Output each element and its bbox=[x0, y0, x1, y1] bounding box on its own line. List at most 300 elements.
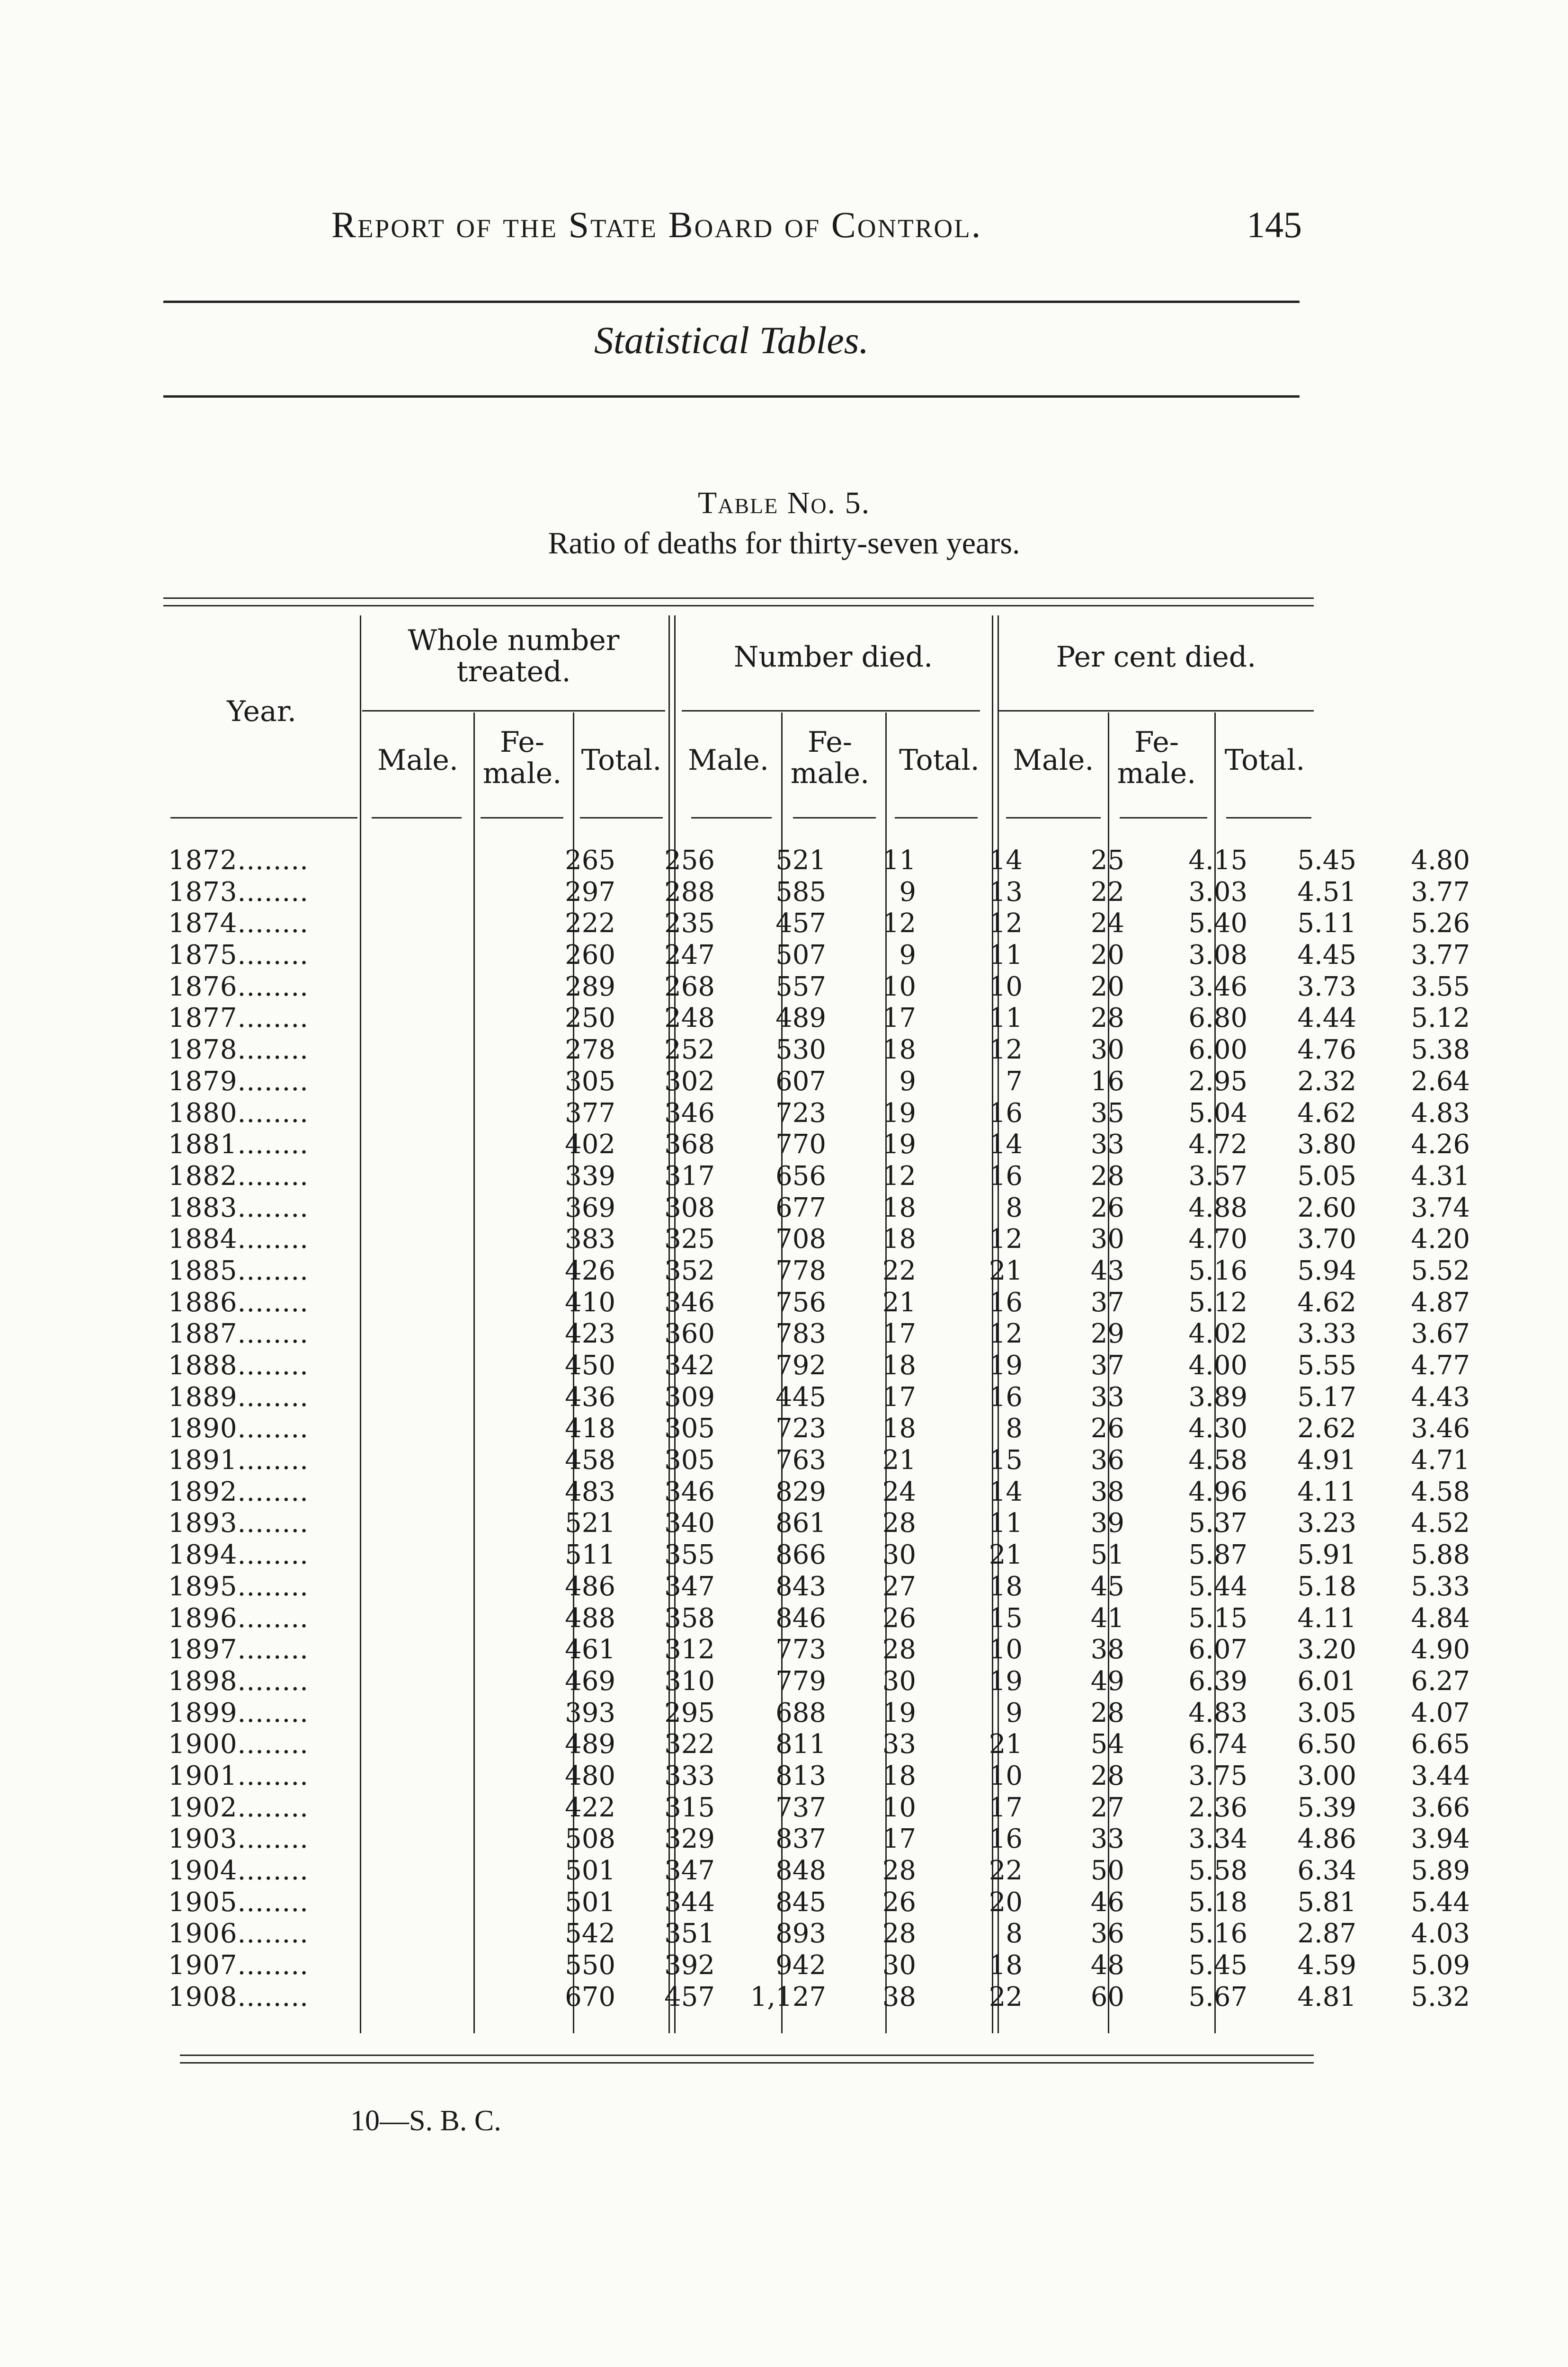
cell-pct-male: 6.80 bbox=[1188, 1003, 1247, 1034]
year-header-rule bbox=[170, 817, 357, 819]
table-row bbox=[163, 1950, 1470, 1982]
table-row bbox=[163, 1445, 1470, 1477]
cell-treated-total: 861 bbox=[775, 1508, 826, 1539]
cell-pct-total: 5.33 bbox=[1411, 1571, 1470, 1602]
cell-treated-total: 813 bbox=[775, 1760, 826, 1791]
cell-died-male: 30 bbox=[882, 1665, 916, 1697]
cell-treated-total: 756 bbox=[775, 1287, 826, 1318]
cell-died-female: 9 bbox=[1006, 1697, 1023, 1728]
cell-treated-total: 677 bbox=[775, 1192, 826, 1223]
cell-pct-male: 4.30 bbox=[1188, 1413, 1247, 1444]
cell-treated-total: 457 bbox=[775, 908, 826, 939]
cell-pct-female: 2.32 bbox=[1297, 1066, 1356, 1097]
cell-pct-male: 5.37 bbox=[1188, 1508, 1247, 1539]
cell-treated-total: 843 bbox=[775, 1571, 826, 1602]
cell-died-male: 30 bbox=[882, 1539, 916, 1571]
cell-died-male: 17 bbox=[882, 1381, 916, 1413]
cell-died-total: 36 bbox=[1090, 1445, 1124, 1476]
cell-pct-female: 6.01 bbox=[1297, 1665, 1356, 1697]
table-row bbox=[163, 1886, 1470, 1919]
cell-pct-female: 2.62 bbox=[1297, 1413, 1356, 1444]
cell-died-total: 60 bbox=[1090, 1981, 1124, 2012]
cell-year: 1901........ bbox=[168, 1760, 309, 1791]
table-bottom-rule-1 bbox=[180, 2055, 1314, 2056]
page-number: 145 bbox=[1247, 204, 1302, 245]
cell-treated-male: 458 bbox=[565, 1445, 615, 1476]
cell-died-male: 19 bbox=[882, 1129, 916, 1160]
header-pct-male: Male. bbox=[1013, 744, 1094, 777]
cell-treated-male: 469 bbox=[565, 1665, 615, 1697]
cell-died-female: 8 bbox=[1006, 1192, 1023, 1223]
cell-died-total: 30 bbox=[1090, 1224, 1124, 1255]
header-rule-4 bbox=[691, 817, 772, 819]
table-row bbox=[163, 1634, 1470, 1666]
cell-died-male: 26 bbox=[882, 1602, 916, 1634]
cell-treated-female: 346 bbox=[664, 1097, 715, 1129]
table-row bbox=[163, 1066, 1470, 1098]
cell-pct-male: 5.45 bbox=[1188, 1950, 1247, 1981]
cell-died-male: 9 bbox=[899, 940, 916, 971]
cell-died-female: 15 bbox=[989, 1602, 1023, 1634]
table-row bbox=[163, 1729, 1470, 1761]
cell-died-male: 28 bbox=[882, 1634, 916, 1665]
cell-died-female: 12 bbox=[989, 1034, 1023, 1066]
cell-died-male: 9 bbox=[899, 876, 916, 908]
cell-treated-female: 358 bbox=[664, 1602, 715, 1634]
cell-treated-female: 322 bbox=[664, 1729, 715, 1760]
cell-pct-male: 5.15 bbox=[1188, 1602, 1247, 1634]
cell-pct-female: 4.11 bbox=[1297, 1602, 1356, 1634]
cell-treated-female: 288 bbox=[664, 876, 715, 908]
cell-treated-total: 530 bbox=[775, 1034, 826, 1066]
cell-treated-total: 489 bbox=[775, 1003, 826, 1034]
table-row bbox=[163, 940, 1470, 971]
cell-treated-total: 656 bbox=[775, 1160, 826, 1192]
table-row bbox=[163, 1571, 1470, 1603]
cell-pct-female: 3.00 bbox=[1297, 1760, 1356, 1791]
cell-pct-female: 4.91 bbox=[1297, 1445, 1356, 1476]
cell-died-female: 19 bbox=[989, 1665, 1023, 1697]
cell-treated-total: 723 bbox=[775, 1413, 826, 1444]
cell-treated-male: 423 bbox=[565, 1318, 615, 1350]
cell-died-male: 18 bbox=[882, 1224, 916, 1255]
cell-treated-male: 369 bbox=[565, 1192, 615, 1223]
cell-died-male: 24 bbox=[882, 1476, 916, 1507]
cell-pct-male: 5.40 bbox=[1188, 908, 1247, 939]
cell-pct-female: 4.51 bbox=[1297, 876, 1356, 908]
cell-treated-female: 355 bbox=[664, 1539, 715, 1571]
cell-treated-total: 763 bbox=[775, 1445, 826, 1476]
cell-died-male: 18 bbox=[882, 1413, 916, 1444]
cell-died-female: 22 bbox=[989, 1981, 1023, 2012]
cell-died-female: 12 bbox=[989, 1224, 1023, 1255]
cell-pct-male: 4.96 bbox=[1188, 1476, 1247, 1507]
table-row bbox=[163, 1981, 1470, 2013]
cell-pct-male: 2.36 bbox=[1188, 1792, 1247, 1823]
table-row bbox=[163, 1003, 1470, 1034]
cell-died-male: 21 bbox=[882, 1445, 916, 1476]
table-row bbox=[163, 1097, 1470, 1130]
section-rule bbox=[163, 395, 1300, 398]
table-row bbox=[163, 1539, 1470, 1571]
cell-died-female: 16 bbox=[989, 1160, 1023, 1192]
cell-treated-female: 256 bbox=[664, 845, 715, 876]
cell-died-total: 50 bbox=[1090, 1855, 1124, 1886]
cell-died-total: 26 bbox=[1090, 1192, 1124, 1223]
cell-year: 1903........ bbox=[168, 1824, 309, 1855]
cell-pct-total: 4.52 bbox=[1411, 1508, 1470, 1539]
cell-treated-total: 770 bbox=[775, 1129, 826, 1160]
cell-died-total: 37 bbox=[1090, 1350, 1124, 1381]
cell-died-male: 18 bbox=[882, 1192, 916, 1223]
cell-died-female: 18 bbox=[989, 1950, 1023, 1981]
cell-died-female: 12 bbox=[989, 1318, 1023, 1350]
cell-year: 1895........ bbox=[168, 1571, 309, 1602]
cell-pct-total: 4.87 bbox=[1411, 1287, 1470, 1318]
cell-pct-female: 4.11 bbox=[1297, 1476, 1356, 1507]
cell-pct-total: 3.77 bbox=[1411, 940, 1470, 971]
cell-died-total: 20 bbox=[1090, 940, 1124, 971]
cell-died-male: 17 bbox=[882, 1824, 916, 1855]
cell-died-female: 10 bbox=[989, 971, 1023, 1002]
cell-died-total: 41 bbox=[1090, 1602, 1124, 1634]
cell-treated-total: 845 bbox=[775, 1886, 826, 1918]
cell-died-male: 17 bbox=[882, 1003, 916, 1034]
cell-pct-total: 3.94 bbox=[1411, 1824, 1470, 1855]
cell-year: 1885........ bbox=[168, 1255, 309, 1286]
header-year: Year. bbox=[227, 695, 296, 728]
cell-treated-male: 426 bbox=[565, 1255, 615, 1286]
cell-died-male: 19 bbox=[882, 1697, 916, 1728]
cell-died-female: 21 bbox=[989, 1539, 1023, 1571]
cell-pct-female: 3.80 bbox=[1297, 1129, 1356, 1160]
cell-treated-male: 377 bbox=[565, 1097, 615, 1129]
cell-died-total: 43 bbox=[1090, 1255, 1124, 1286]
cell-died-female: 10 bbox=[989, 1760, 1023, 1791]
cell-died-total: 28 bbox=[1090, 1003, 1124, 1034]
cell-year: 1889........ bbox=[168, 1381, 309, 1413]
cell-died-female: 14 bbox=[989, 1129, 1023, 1160]
cell-pct-male: 4.15 bbox=[1188, 845, 1247, 876]
cell-died-female: 15 bbox=[989, 1445, 1023, 1476]
cell-died-female: 21 bbox=[989, 1255, 1023, 1286]
header-rule-9 bbox=[1226, 817, 1311, 819]
table-row bbox=[163, 1476, 1470, 1508]
cell-treated-male: 260 bbox=[565, 940, 615, 971]
cell-year: 1874........ bbox=[168, 908, 309, 939]
cell-pct-male: 4.70 bbox=[1188, 1224, 1247, 1255]
cell-died-total: 37 bbox=[1090, 1287, 1124, 1318]
cell-died-male: 38 bbox=[882, 1981, 916, 2012]
header-rule-7 bbox=[1006, 817, 1101, 819]
cell-year: 1907........ bbox=[168, 1950, 309, 1981]
cell-died-female: 11 bbox=[989, 1508, 1023, 1539]
cell-treated-male: 422 bbox=[565, 1792, 615, 1823]
cell-pct-female: 5.11 bbox=[1297, 908, 1356, 939]
cell-treated-male: 501 bbox=[565, 1855, 615, 1886]
cell-treated-female: 333 bbox=[664, 1760, 715, 1791]
cell-year: 1900........ bbox=[168, 1729, 309, 1760]
header-treated-male: Male. bbox=[377, 744, 458, 777]
cell-year: 1881........ bbox=[168, 1129, 309, 1160]
cell-treated-male: 486 bbox=[565, 1571, 615, 1602]
cell-pct-total: 5.44 bbox=[1411, 1886, 1470, 1918]
footer-signature: 10—S. B. C. bbox=[350, 2105, 501, 2137]
cell-pct-male: 4.58 bbox=[1188, 1445, 1247, 1476]
cell-pct-male: 5.04 bbox=[1188, 1097, 1247, 1129]
cell-treated-female: 360 bbox=[664, 1318, 715, 1350]
cell-pct-female: 6.50 bbox=[1297, 1729, 1356, 1760]
cell-treated-male: 670 bbox=[565, 1981, 615, 2012]
cell-treated-total: 1,127 bbox=[750, 1981, 826, 2012]
cell-pct-male: 3.03 bbox=[1188, 876, 1247, 908]
cell-year: 1904........ bbox=[168, 1855, 309, 1886]
table-row bbox=[163, 1792, 1470, 1824]
cell-pct-total: 4.20 bbox=[1411, 1224, 1470, 1255]
cell-year: 1899........ bbox=[168, 1697, 309, 1728]
cell-pct-male: 3.75 bbox=[1188, 1760, 1247, 1791]
cell-pct-total: 4.58 bbox=[1411, 1476, 1470, 1507]
cell-died-male: 18 bbox=[882, 1350, 916, 1381]
header-rule-6 bbox=[895, 817, 978, 819]
cell-treated-total: 846 bbox=[775, 1602, 826, 1634]
cell-pct-female: 5.18 bbox=[1297, 1571, 1356, 1602]
cell-pct-total: 5.88 bbox=[1411, 1539, 1470, 1571]
header-number-died: Number died. bbox=[733, 641, 933, 674]
cell-pct-female: 5.81 bbox=[1297, 1886, 1356, 1918]
cell-died-total: 45 bbox=[1090, 1571, 1124, 1602]
cell-treated-female: 352 bbox=[664, 1255, 715, 1286]
cell-died-male: 12 bbox=[882, 908, 916, 939]
cell-pct-total: 5.52 bbox=[1411, 1255, 1470, 1286]
cell-died-female: 22 bbox=[989, 1855, 1023, 1886]
cell-died-total: 36 bbox=[1090, 1918, 1124, 1949]
cell-died-total: 20 bbox=[1090, 971, 1124, 1002]
cell-died-male: 19 bbox=[882, 1097, 916, 1129]
cell-pct-female: 4.62 bbox=[1297, 1097, 1356, 1129]
table-row bbox=[163, 1255, 1470, 1287]
cell-pct-male: 3.08 bbox=[1188, 940, 1247, 971]
cell-pct-female: 3.33 bbox=[1297, 1318, 1356, 1350]
cell-treated-total: 792 bbox=[775, 1350, 826, 1381]
table-row bbox=[163, 1697, 1470, 1729]
cell-treated-female: 392 bbox=[664, 1950, 715, 1981]
cell-year: 1892........ bbox=[168, 1476, 309, 1507]
cell-pct-total: 3.55 bbox=[1411, 971, 1470, 1002]
cell-pct-total: 4.26 bbox=[1411, 1129, 1470, 1160]
cell-died-male: 11 bbox=[882, 845, 916, 876]
cell-pct-female: 3.23 bbox=[1297, 1508, 1356, 1539]
cell-pct-female: 2.60 bbox=[1297, 1192, 1356, 1223]
cell-pct-total: 6.27 bbox=[1411, 1665, 1470, 1697]
cell-pct-total: 5.26 bbox=[1411, 908, 1470, 939]
table-row bbox=[163, 1918, 1470, 1950]
cell-pct-male: 4.88 bbox=[1188, 1192, 1247, 1223]
cell-year: 1890........ bbox=[168, 1413, 309, 1444]
table-row bbox=[163, 1602, 1470, 1635]
cell-treated-total: 521 bbox=[775, 845, 826, 876]
cell-died-male: 22 bbox=[882, 1255, 916, 1286]
cell-died-female: 21 bbox=[989, 1729, 1023, 1760]
cell-pct-total: 5.38 bbox=[1411, 1034, 1470, 1066]
cell-treated-female: 347 bbox=[664, 1571, 715, 1602]
cell-died-female: 8 bbox=[1006, 1918, 1023, 1949]
cell-treated-male: 222 bbox=[565, 908, 615, 939]
table-row bbox=[163, 1665, 1470, 1698]
header-rule-1 bbox=[372, 817, 462, 819]
cell-pct-male: 3.46 bbox=[1188, 971, 1247, 1002]
cell-year: 1884........ bbox=[168, 1224, 309, 1255]
table-row bbox=[163, 1855, 1470, 1887]
cell-pct-male: 6.07 bbox=[1188, 1634, 1247, 1665]
running-head bbox=[331, 204, 1302, 251]
cell-treated-male: 339 bbox=[565, 1160, 615, 1192]
table-row bbox=[163, 1192, 1470, 1224]
cell-died-male: 18 bbox=[882, 1034, 916, 1066]
cell-treated-male: 393 bbox=[565, 1697, 615, 1728]
cell-treated-female: 305 bbox=[664, 1413, 715, 1444]
header-died-male: Male. bbox=[688, 744, 769, 777]
cell-year: 1906........ bbox=[168, 1918, 309, 1949]
cell-pct-female: 4.81 bbox=[1297, 1981, 1356, 2012]
cell-pct-total: 6.65 bbox=[1411, 1729, 1470, 1760]
cell-died-male: 10 bbox=[882, 1792, 916, 1823]
table-row bbox=[163, 1413, 1470, 1445]
header-rule-3 bbox=[580, 817, 663, 819]
cell-died-female: 19 bbox=[989, 1350, 1023, 1381]
cell-pct-total: 2.64 bbox=[1411, 1066, 1470, 1097]
cell-treated-female: 346 bbox=[664, 1476, 715, 1507]
cell-pct-total: 4.71 bbox=[1411, 1445, 1470, 1476]
cell-treated-female: 315 bbox=[664, 1792, 715, 1823]
cell-treated-female: 340 bbox=[664, 1508, 715, 1539]
cell-year: 1894........ bbox=[168, 1539, 309, 1571]
cell-died-total: 35 bbox=[1090, 1097, 1124, 1129]
cell-pct-female: 4.59 bbox=[1297, 1950, 1356, 1981]
cell-pct-male: 6.74 bbox=[1188, 1729, 1247, 1760]
table-top-rule-1 bbox=[163, 597, 1314, 599]
cell-pct-total: 4.43 bbox=[1411, 1381, 1470, 1413]
cell-year: 1891........ bbox=[168, 1445, 309, 1476]
cell-died-total: 38 bbox=[1090, 1634, 1124, 1665]
cell-treated-male: 483 bbox=[565, 1476, 615, 1507]
cell-died-male: 10 bbox=[882, 971, 916, 1002]
cell-treated-total: 737 bbox=[775, 1792, 826, 1823]
cell-treated-total: 783 bbox=[775, 1318, 826, 1350]
cell-died-total: 49 bbox=[1090, 1665, 1124, 1697]
table-row bbox=[163, 1824, 1470, 1855]
table-row bbox=[163, 1760, 1470, 1792]
cell-treated-male: 480 bbox=[565, 1760, 615, 1791]
header-rule-5 bbox=[793, 817, 876, 819]
cell-died-female: 16 bbox=[989, 1824, 1023, 1855]
header-whole-number-treated: Whole number treated. bbox=[408, 624, 620, 688]
header-pct-total: Total. bbox=[1224, 744, 1305, 777]
cell-pct-female: 3.05 bbox=[1297, 1697, 1356, 1728]
cell-year: 1877........ bbox=[168, 1003, 309, 1034]
cell-died-female: 20 bbox=[989, 1886, 1023, 1918]
cell-treated-female: 344 bbox=[664, 1886, 715, 1918]
cell-year: 1898........ bbox=[168, 1665, 309, 1697]
cell-pct-female: 5.39 bbox=[1297, 1792, 1356, 1823]
cell-pct-total: 4.80 bbox=[1411, 845, 1470, 876]
cell-year: 1902........ bbox=[168, 1792, 309, 1823]
cell-treated-male: 410 bbox=[565, 1287, 615, 1318]
table-row bbox=[163, 908, 1470, 940]
header-rule-8 bbox=[1120, 817, 1207, 819]
cell-died-total: 22 bbox=[1090, 876, 1124, 908]
cell-pct-male: 2.95 bbox=[1188, 1066, 1247, 1097]
cell-year: 1875........ bbox=[168, 940, 309, 971]
cell-treated-male: 278 bbox=[565, 1034, 615, 1066]
cell-year: 1876........ bbox=[168, 971, 309, 1002]
cell-treated-female: 329 bbox=[664, 1824, 715, 1855]
cell-pct-total: 5.89 bbox=[1411, 1855, 1470, 1886]
cell-died-male: 33 bbox=[882, 1729, 916, 1760]
cell-treated-total: 607 bbox=[775, 1066, 826, 1097]
cell-treated-female: 457 bbox=[664, 1981, 715, 2012]
cell-died-female: 18 bbox=[989, 1571, 1023, 1602]
cell-died-female: 12 bbox=[989, 908, 1023, 939]
table-body bbox=[163, 845, 1470, 2013]
header-rule-2 bbox=[481, 817, 563, 819]
cell-year: 1908........ bbox=[168, 1981, 309, 2012]
cell-died-female: 8 bbox=[1006, 1413, 1023, 1444]
cell-died-male: 28 bbox=[882, 1508, 916, 1539]
cell-pct-male: 5.58 bbox=[1188, 1855, 1247, 1886]
header-per-cent-died: Per cent died. bbox=[1056, 641, 1256, 674]
cell-treated-female: 295 bbox=[664, 1697, 715, 1728]
cell-treated-male: 297 bbox=[565, 876, 615, 908]
cell-died-total: 33 bbox=[1090, 1381, 1124, 1413]
cell-died-total: 33 bbox=[1090, 1824, 1124, 1855]
cell-died-total: 28 bbox=[1090, 1697, 1124, 1728]
cell-pct-male: 3.57 bbox=[1188, 1160, 1247, 1192]
cell-treated-total: 708 bbox=[775, 1224, 826, 1255]
header-treated-female: Fe- male. bbox=[482, 726, 562, 790]
cell-year: 1878........ bbox=[168, 1034, 309, 1066]
cell-pct-female: 3.73 bbox=[1297, 971, 1356, 1002]
cell-pct-total: 4.03 bbox=[1411, 1918, 1470, 1949]
table-row bbox=[163, 1034, 1470, 1066]
cell-treated-female: 305 bbox=[664, 1445, 715, 1476]
cell-treated-female: 235 bbox=[664, 908, 715, 939]
cell-treated-total: 778 bbox=[775, 1255, 826, 1286]
cell-died-total: 28 bbox=[1090, 1160, 1124, 1192]
running-title: Report of the State Board of Control. bbox=[331, 204, 982, 245]
cell-pct-total: 3.44 bbox=[1411, 1760, 1470, 1791]
cell-treated-female: 302 bbox=[664, 1066, 715, 1097]
cell-treated-male: 383 bbox=[565, 1224, 615, 1255]
cell-treated-total: 837 bbox=[775, 1824, 826, 1855]
cell-treated-total: 507 bbox=[775, 940, 826, 971]
cell-died-total: 38 bbox=[1090, 1476, 1124, 1507]
cell-pct-female: 5.17 bbox=[1297, 1381, 1356, 1413]
cell-pct-male: 3.89 bbox=[1188, 1381, 1247, 1413]
cell-treated-male: 508 bbox=[565, 1824, 615, 1855]
cell-treated-female: 351 bbox=[664, 1918, 715, 1949]
cell-pct-female: 6.34 bbox=[1297, 1855, 1356, 1886]
cell-died-female: 14 bbox=[989, 1476, 1023, 1507]
table-row bbox=[163, 1508, 1470, 1539]
cell-died-male: 12 bbox=[882, 1160, 916, 1192]
table-row bbox=[163, 1129, 1470, 1161]
cell-treated-female: 325 bbox=[664, 1224, 715, 1255]
header-died-total: Total. bbox=[899, 744, 980, 777]
cell-pct-male: 5.44 bbox=[1188, 1571, 1247, 1602]
cell-pct-female: 4.62 bbox=[1297, 1287, 1356, 1318]
cell-died-male: 26 bbox=[882, 1886, 916, 1918]
